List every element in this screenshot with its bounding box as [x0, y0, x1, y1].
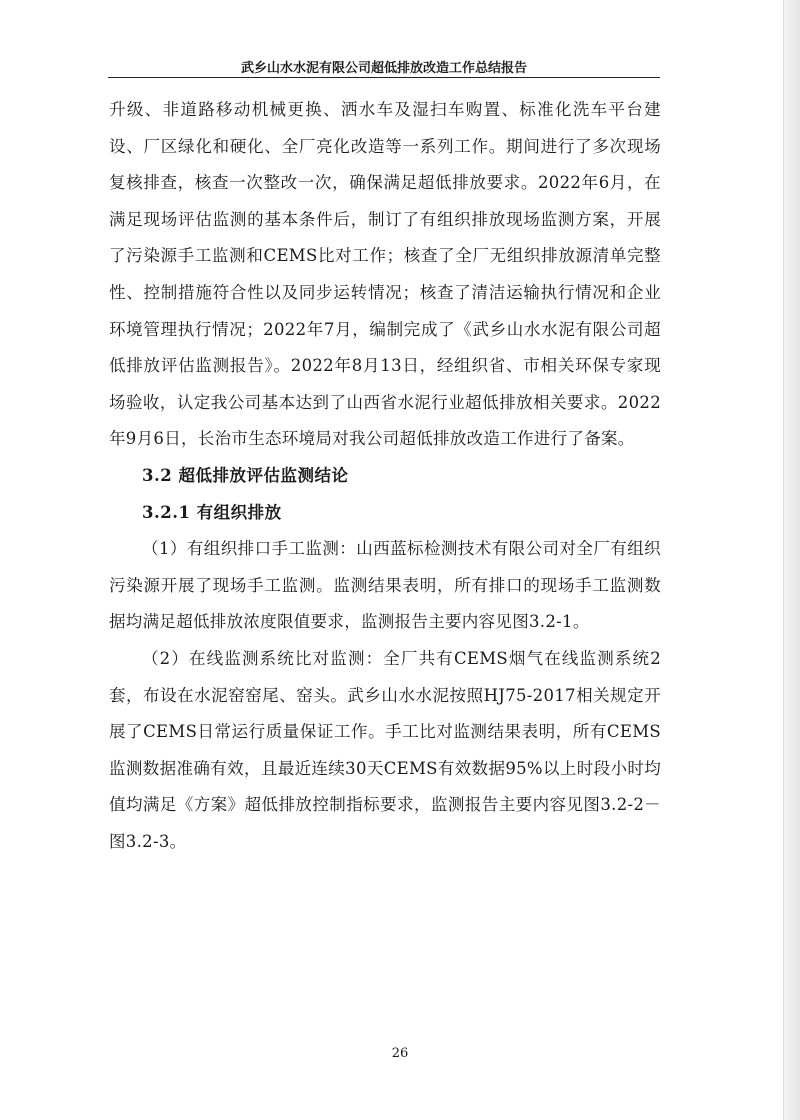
- document-body: [109, 92, 661, 860]
- body-paragraph-online-monitoring: （2）在线监测系统比对监测：全厂共有CEMS烟气在线监测系统2套，布设在水泥窑窑尾、窑头。武乡山水水泥按照HJ75-2017相关规定开展了CEMS日常运行质量保证工作。手工比对监测结果表明，所有CEMS监测数据准确有效，且最近连续30天CEMS有效数据95%以上时段小时均值均满足《方案》超低排放控制指标要求，监测报告主要内容见图3.2-2－图3.2-3。: [109, 648, 661, 851]
- report-header-title: 武乡山水水泥有限公司超低排放改造工作总结报告: [240, 61, 527, 76]
- page-number: 26: [391, 1046, 409, 1061]
- header-rule: [108, 77, 660, 78]
- body-paragraph-continuation: 升级、非道路移动机械更换、洒水车及湿扫车购置、标准化洗车平台建设、厂区绿化和硬化、全厂亮化改造等一系列工作。期间进行了多次现场复核排查，核查一次整改一次，确保满足超低排放要求。2022年6月，在满足现场评估监测的基本条件后，制订了有组织排放现场监测方案，开展了污染源手工监测和CEMS比对工作；核查了全厂无组织排放源清单完整性、控制措施符合性以及同步运转情况；核查了清洁运输执行情况和企业环境管理执行情况；2022年7月，编制完成了《武乡山水水泥有限公司超低排放评估监测报告》。2022年8月13日，经组织省、市相关环保专家现场验收，认定我公司基本达到了山西省水泥行业超低排放相关要求。2022年9月6日，长治市生态环境局对我公司超低排放改造工作进行了备案。: [109, 100, 661, 449]
- subsection-heading: 3.2.1 有组织排放: [142, 502, 282, 522]
- body-paragraph-manual-monitoring: （1）有组织排口手工监测：山西蓝标检测技术有限公司对全厂有组织污染源开展了现场手工监测。监测结果表明，所有排口的现场手工监测数据均满足超低排放浓度限值要求，监测报告主要内容见图3.2-1。: [109, 539, 661, 632]
- page-edge: [783, 0, 800, 1120]
- section-heading: 3.2 超低排放评估监测结论: [142, 465, 349, 485]
